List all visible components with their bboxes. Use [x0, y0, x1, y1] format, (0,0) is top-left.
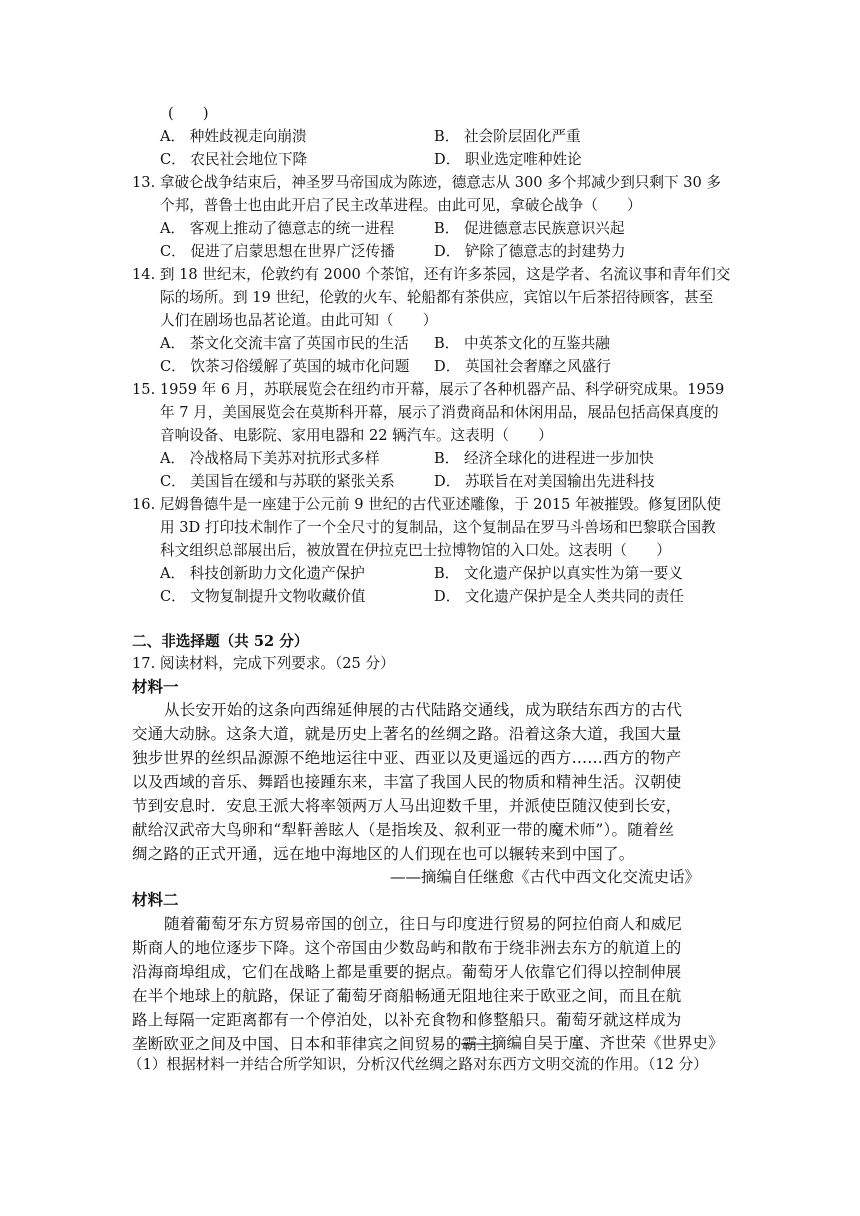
q14-option-c: C． 饮茶习俗缓解了英国的城市化问题 — [160, 358, 410, 375]
material1-line: 独步世界的丝织品源源不绝地运往中亚、西亚以及更遥远的西方……西方的物产 — [132, 749, 682, 767]
q13-option-c: C． 促进了启蒙思想在世界广泛传播 — [160, 243, 395, 260]
q13-stem-line2: 个邦，普鲁士也由此开启了民主改革进程。由此可见，拿破仑战争（ ） — [160, 197, 642, 214]
q16-option-c: C． 文物复制提升文物收藏价值 — [160, 588, 366, 605]
q13-stem-line1: 13. 拿破仑战争结束后，神圣罗马帝国成为陈迹，德意志从 300 多个邦减少到只剩下 30 多 — [132, 174, 722, 191]
q14-stem-line2: 际的场所。到 19 世纪，伦敦的火车、轮船都有茶供应，宾馆以午后茶招待顾客，甚至 — [160, 289, 714, 306]
q12-answer-paren: ( ) — [168, 105, 209, 122]
q16-option-a: A． 科技创新助力文化遗产保护 — [160, 565, 365, 582]
material2-line: 沿海商埠组成，它们在战略上都是重要的据点。葡萄牙人依靠它们得以控制伸展 — [132, 963, 682, 981]
q16-stem-line2: 用 3D 打印技术制作了一个全尺寸的复制品，这个复制品在罗马斗兽场和巴黎联合国教 — [160, 519, 716, 536]
material1-source: ——摘编自任继愈《古代中西文化交流史话》 — [390, 868, 701, 886]
material1-line: 以及西域的音乐、舞蹈也接踵东来，丰富了我国人民的物质和精神生活。汉朝使 — [132, 773, 682, 791]
material2-line: 在半个地球上的航路，保证了葡萄牙商船畅通无阻地往来于欧亚之间，而且在航 — [132, 987, 682, 1005]
q14-option-a: A． 茶文化交流丰富了英国市民的生活 — [160, 335, 409, 352]
q12-option-b: B． 社会阶层固化严重 — [434, 128, 581, 145]
q14-stem-line3: 人们在剧场也品茗论道。由此可知（ ） — [160, 312, 438, 329]
q15-option-b: B． 经济全球化的进程进一步加快 — [434, 450, 654, 467]
material1-line: 交通大动脉。这条大道，就是历史上著名的丝绸之路。沿着这条大道，我国大量 — [132, 725, 682, 743]
q16-option-b: B． 文化遗产保护以真实性为第一要义 — [434, 565, 683, 582]
q15-stem-line1: 15. 1959 年 6 月，苏联展览会在纽约市开幕，展示了各种机器产品、科学研究成果。1959 — [132, 381, 725, 398]
material1-heading: 材料一 — [132, 677, 179, 696]
q17-sub1: （1）根据材料一并结合所学知识，分析汉代丝绸之路对东西方文明交流的作用。（12 分） — [128, 1056, 708, 1073]
q16-option-d: D． 文化遗产保护是全人类共同的责任 — [434, 588, 684, 605]
q13-option-d: D． 铲除了德意志的封建势力 — [434, 243, 626, 260]
q13-option-a: A． 客观上推动了德意志的统一进程 — [160, 220, 395, 237]
material1-line: 献给汉武帝大鸟卵和“犁靬善眩人（是指埃及、叙利亚一带的魔术师”）。随着丝 — [132, 821, 675, 839]
q14-stem-line1: 14. 到 18 世纪末，伦敦约有 2000 个茶馆，还有许多茶园，这是学者、名流议事和青年们交 — [132, 266, 731, 283]
q16-stem-line3: 科文组织总部展出后，被放置在伊拉克巴士拉博物馆的入口处。这表明（ ） — [160, 542, 671, 559]
q12-option-d: D． 职业选定唯种姓论 — [434, 151, 582, 168]
q15-stem-line3: 音响设备、电影院、家用电器和 22 辆汽车。这表明（ ） — [160, 427, 553, 444]
q15-option-d: D． 苏联旨在对美国输出先进科技 — [434, 473, 655, 490]
q15-option-c: C． 美国旨在缓和与苏联的紧张关系 — [160, 473, 395, 490]
material2-line: 随着葡萄牙东方贸易帝国的创立，往日与印度进行贸易的阿拉伯商人和威尼 — [164, 915, 683, 933]
q14-option-b: B． 中英茶文化的互鉴共融 — [434, 335, 610, 352]
q12-option-a: A． 种姓歧视走向崩溃 — [160, 128, 307, 145]
material2-line: 路上每隔一定距离都有一个停泊处，以补充食物和修整船只。葡萄牙就这样成为 — [132, 1011, 682, 1029]
material2-line: 斯商人的地位逐步下降。这个帝国由少数岛屿和散布于绕非洲去东方的航道上的 — [132, 939, 682, 957]
q14-option-d: D． 英国社会奢靡之风盛行 — [434, 358, 611, 375]
q12-option-c: C． 农民社会地位下降 — [160, 151, 308, 168]
section-title: 二、非选择题（共 52 分） — [132, 633, 309, 650]
material2-source: ——摘编自吴于廑、齐世荣《世界史》 — [460, 1034, 724, 1052]
material2-line: 垄断欧亚之间及中国、日本和菲律宾之间贸易的霸主。 — [132, 1035, 509, 1053]
material1-line: 绸之路的正式开通，远在地中海地区的人们现在也可以辗转来到中国了。 — [132, 845, 635, 863]
material2-heading: 材料二 — [132, 890, 179, 909]
q13-option-b: B． 促进德意志民族意识兴起 — [434, 220, 625, 237]
q15-option-a: A． 冷战格局下美苏对抗形式多样 — [160, 450, 380, 467]
q16-stem-line1: 16. 尼姆鲁德牛是一座建于公元前 9 世纪的古代亚述雕像，于 2015 年被摧毁。修复团队使 — [132, 496, 722, 513]
q17-stem: 17. 阅读材料，完成下列要求。（25 分） — [132, 655, 395, 672]
material1-line: 节到安息时．安息王派大将率领两万人马出迎数千里，并派使臣随汉使到长安， — [132, 797, 682, 815]
material1-line: 从长安开始的这条向西绵延伸展的古代陆路交通线，成为联结东西方的古代 — [164, 701, 683, 719]
q15-stem-line2: 年 7 月，美国展览会在莫斯科开幕，展示了消费商品和休闲用品，展品包括高保真度的 — [160, 404, 719, 421]
